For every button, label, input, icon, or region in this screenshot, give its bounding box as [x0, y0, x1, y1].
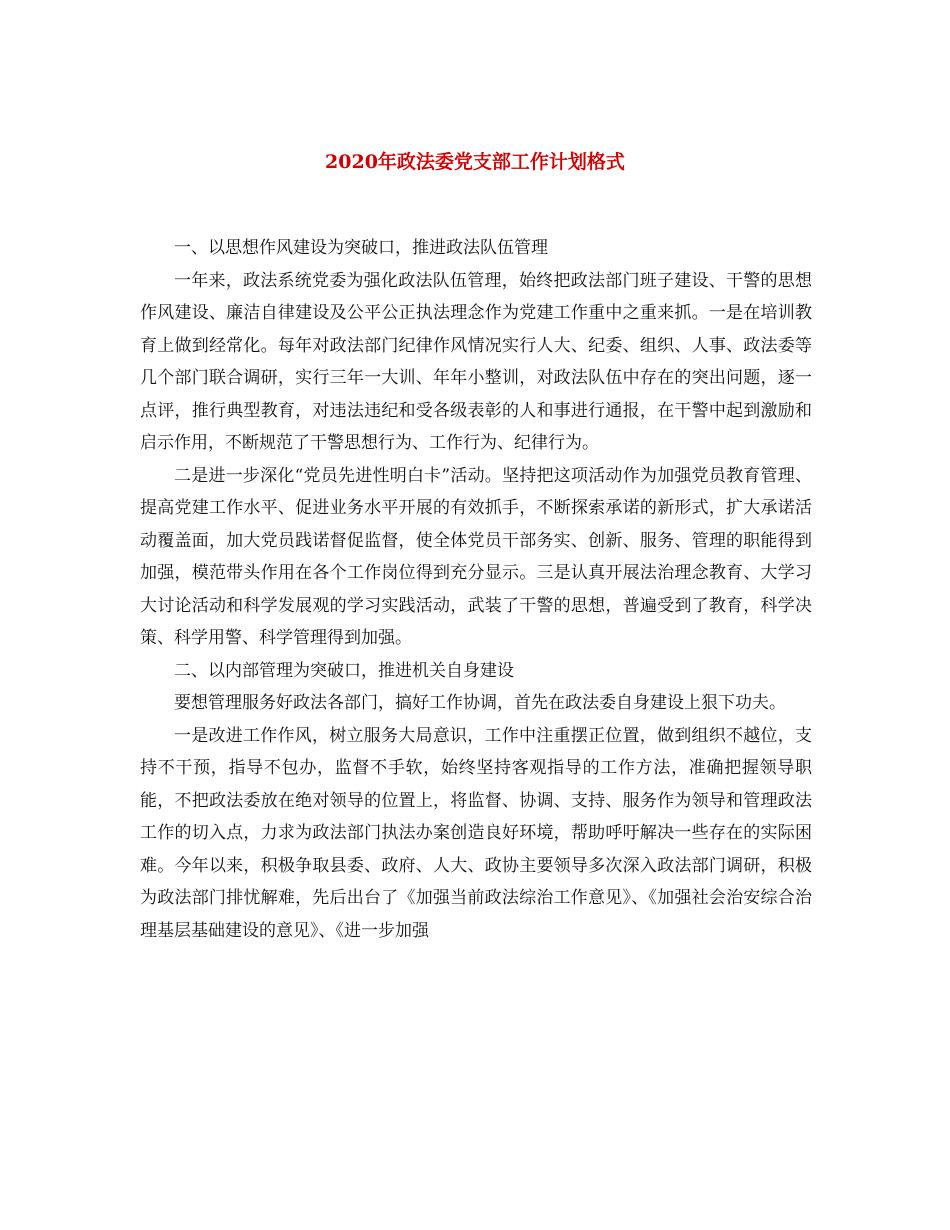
paragraph-4: 一是改进工作作风，树立服务大局意识，工作中注重摆正位置，做到组织不越位，支持不干预，指导不包办，监督不手软，始终坚持客观指导的工作方法，准确把握领导职能，不把政法委放在绝对领导的位置上，将监督、协调、支持、服务作为领导和管理政法工作的切入点，力求为政法部门执法办案创造良好环境，帮助呼吁解决一些存在的实际困难。今年以来，积极争取县委、政府、人大、政协主要领导多次深入政法部门调研，积极为政法部门排忧解难，先后出台了《加强当前政法综治工作意见》、《加强社会治安综合治理基层基础建设的意见》、《进一步加强 [140, 725, 812, 941]
document-body [140, 232, 812, 947]
paragraph-2: 二是进一步深化“党员先进性明白卡”活动。坚持把这项活动作为加强党员教育管理、提高党建工作水平、促进业务水平开展的有效抓手，不断探索承诺的新形式，扩大承诺活动覆盖面，加大党员践诺督促监督，使全体党员干部务实、创新、服务、管理的职能得到加强，模范带头作用在各个工作岗位得到充分显示。三是认真开展法治理念教育、大学习大讨论活动和科学发展观的学习实践活动，武装了干警的思想，普遍受到了教育，科学决策、科学用警、科学管理得到加强。 [140, 465, 812, 648]
paragraph-3: 要想管理服务好政法各部门，搞好工作协调，首先在政法委自身建设上狠下功夫。 [174, 693, 786, 713]
paragraph-1: 一年来，政法系统党委为强化政法队伍管理，始终把政法部门班子建设、干警的思想作风建设、廉洁自律建设及公平公正执法理念作为党建工作重中之重来抓。一是在培训教育上做到经常化。每年对政法部门纪律作风情况实行人大、纪委、组织、人事、政法委等几个部门联合调研，实行三年一大训、年年小整训，对政法队伍中存在的突出问题，逐一点评，推行典型教育，对违法违纪和受各级表彰的人和事进行通报，在干警中起到激励和启示作用，不断规范了干警思想行为、工作行为、纪律行为。 [140, 270, 812, 453]
section-heading-1: 一、以思想作风建设为突破口，推进政法队伍管理 [174, 238, 548, 258]
section-heading-2: 二、以内部管理为突破口，推进机关自身建设 [174, 660, 514, 681]
document-title: 2020年政法委党支部工作计划格式 [325, 151, 625, 173]
